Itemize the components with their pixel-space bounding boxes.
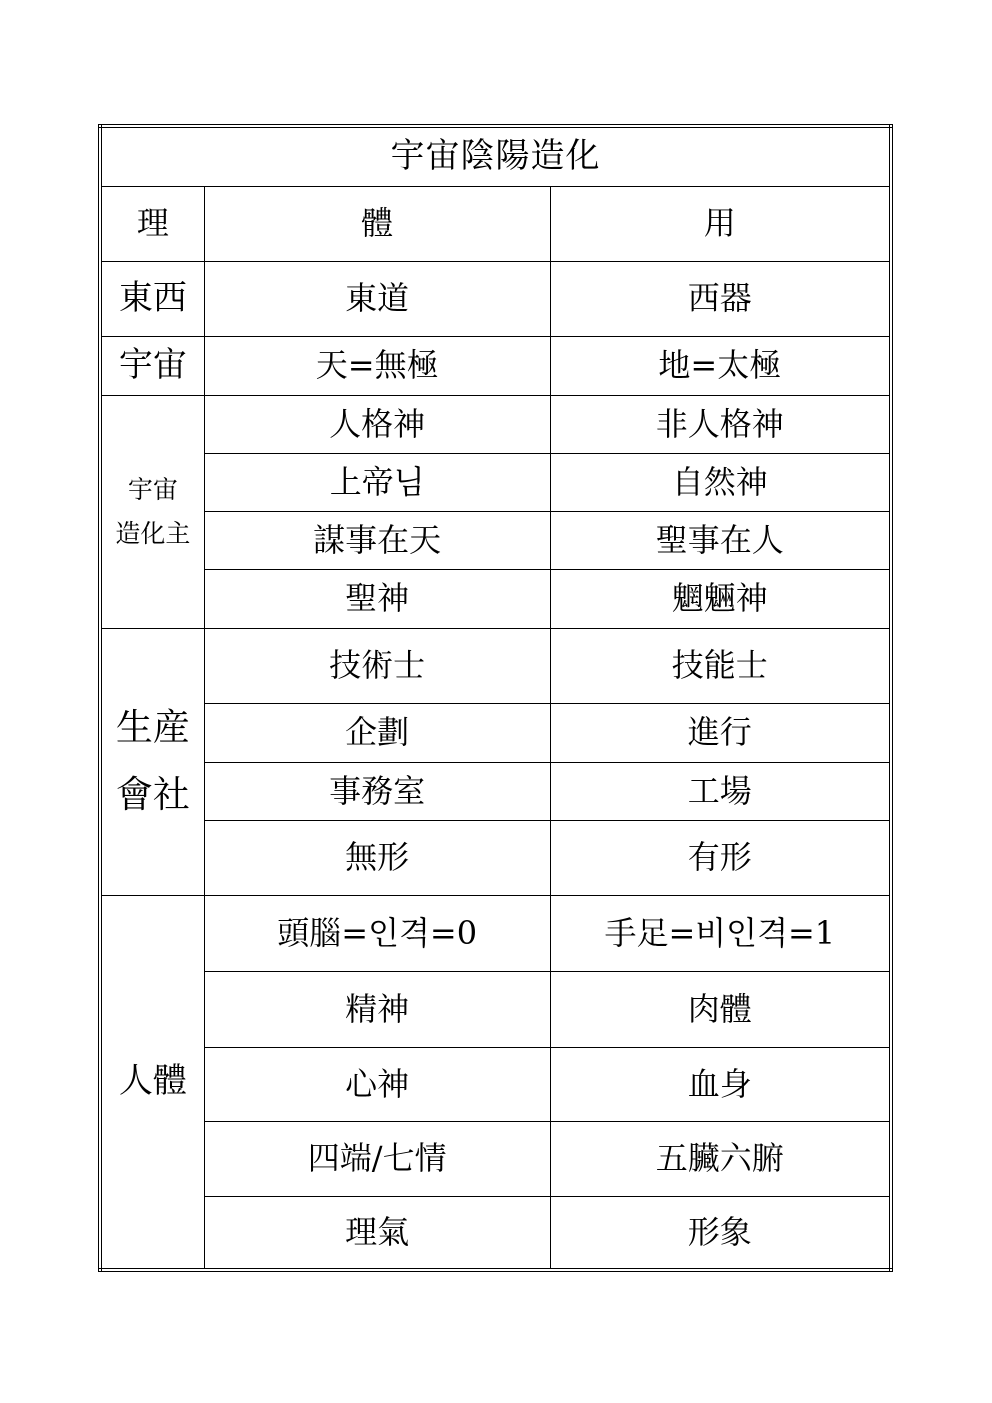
production-body: 企劃 — [204, 703, 550, 762]
east-west-row — [100, 261, 891, 336]
production-use: 進行 — [550, 703, 891, 762]
cosmos-row — [100, 336, 891, 395]
human-body-body: 精神 — [204, 971, 550, 1047]
production-use: 工場 — [550, 762, 891, 820]
production-body: 無形 — [204, 820, 550, 895]
human-body-use: 血身 — [550, 1047, 891, 1121]
production-label — [100, 628, 204, 895]
production-row — [100, 762, 891, 820]
creator-row — [100, 569, 891, 628]
human-body-use: 形象 — [550, 1196, 891, 1270]
creator-row — [100, 453, 891, 511]
creator-body: 上帝님 — [204, 453, 550, 511]
creator-body: 人格神 — [204, 395, 550, 453]
east-west-label: 東西 — [100, 261, 204, 336]
production-label-line2: 會社 — [115, 772, 190, 816]
production-row — [100, 703, 891, 762]
creator-label-line2: 造化主 — [115, 518, 191, 548]
cosmic-yin-yang-table — [98, 124, 893, 1272]
creator-use: 非人格神 — [550, 395, 891, 453]
production-body: 事務室 — [204, 762, 550, 820]
creator-label-line1: 宇宙 — [127, 474, 178, 504]
creator-use: 自然神 — [550, 453, 891, 511]
creator-label — [100, 395, 204, 628]
creator-body: 聖神 — [204, 569, 550, 628]
production-row — [100, 628, 891, 703]
human-body-use: 手足=비인격=1 — [550, 895, 891, 971]
creator-row — [100, 511, 891, 569]
cosmos-use: 地=太極 — [550, 336, 891, 395]
header-label: 理 — [100, 186, 204, 261]
human-body-use: 五臟六腑 — [550, 1121, 891, 1196]
header-row — [100, 186, 891, 261]
cosmos-body: 天=無極 — [204, 336, 550, 395]
header-use: 用 — [550, 186, 891, 261]
production-use: 技能士 — [550, 628, 891, 703]
production-label-line1: 生産 — [115, 705, 190, 749]
production-body: 技術士 — [204, 628, 550, 703]
human-body-row — [100, 971, 891, 1047]
header-body: 體 — [204, 186, 550, 261]
human-body-label: 人體 — [100, 895, 204, 1270]
creator-use: 聖事在人 — [550, 511, 891, 569]
east-west-use: 西器 — [550, 261, 891, 336]
production-row — [100, 820, 891, 895]
creator-use: 魍魎神 — [550, 569, 891, 628]
creator-body: 謀事在天 — [204, 511, 550, 569]
human-body-use: 肉體 — [550, 971, 891, 1047]
human-body-body: 四端/七情 — [204, 1121, 550, 1196]
creator-row — [100, 395, 891, 453]
east-west-body: 東道 — [204, 261, 550, 336]
human-body-row — [100, 895, 891, 971]
human-body-row — [100, 1047, 891, 1121]
human-body-row — [100, 1196, 891, 1270]
human-body-body: 理氣 — [204, 1196, 550, 1270]
human-body-body: 心神 — [204, 1047, 550, 1121]
human-body-body: 頭腦=인격=0 — [204, 895, 550, 971]
production-use: 有形 — [550, 820, 891, 895]
cosmos-label: 宇宙 — [100, 336, 204, 395]
human-body-row — [100, 1121, 891, 1196]
title-row — [100, 126, 891, 186]
table-title: 宇宙陰陽造化 — [100, 126, 891, 186]
